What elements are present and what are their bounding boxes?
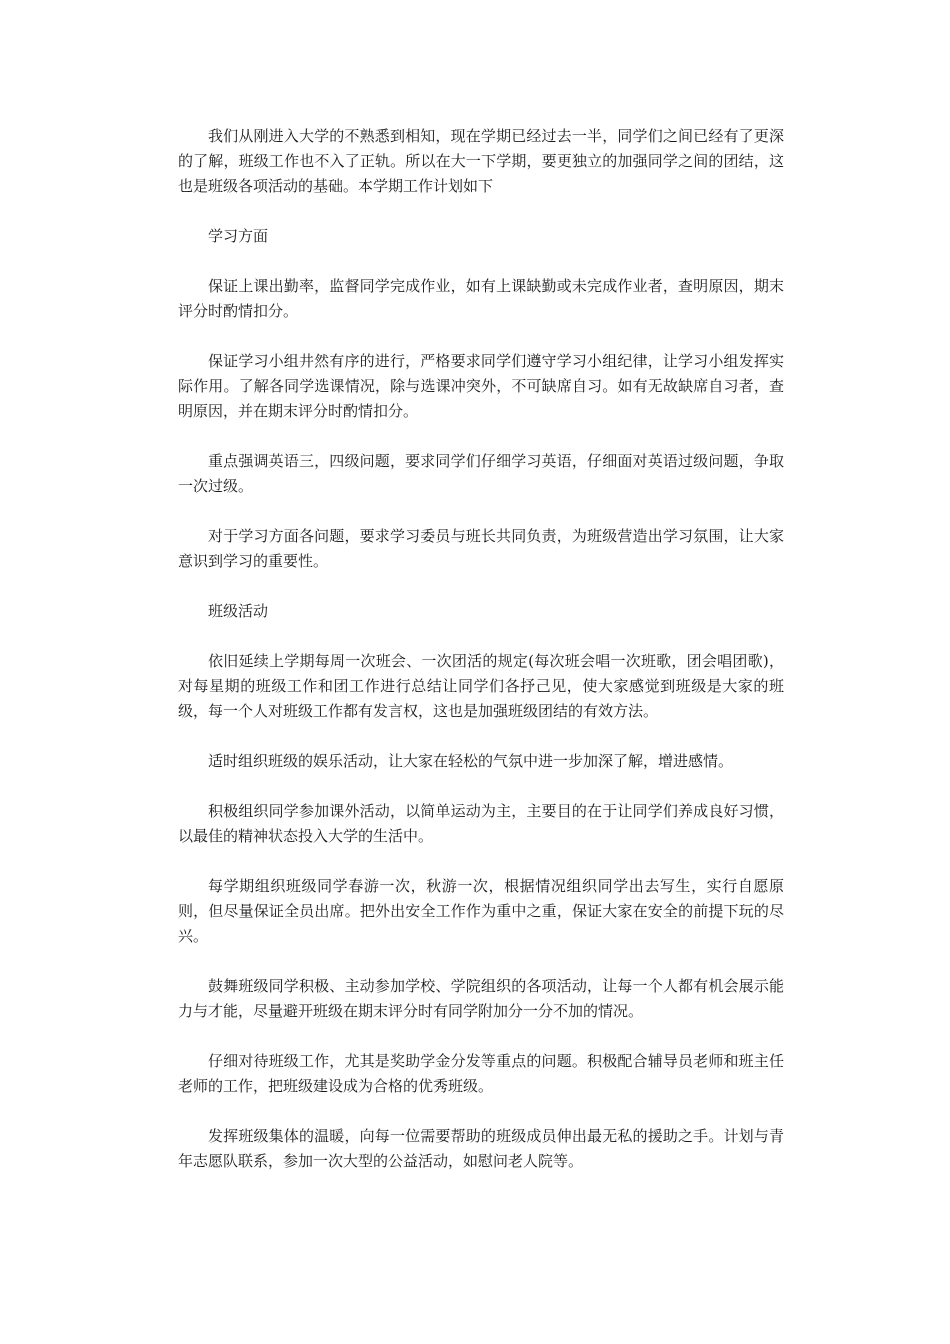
- study-paragraph: 重点强调英语三，四级问题，要求同学们仔细学习英语，仔细面对英语过级问题，争取一次过级。: [178, 452, 784, 495]
- document-page: [178, 124, 784, 1199]
- study-paragraph: 对于学习方面各问题，要求学习委员与班长共同负责，为班级营造出学习氛围，让大家意识到学习的重要性。: [178, 527, 784, 570]
- activity-paragraph: 每学期组织班级同学春游一次，秋游一次，根据情况组织同学出去写生，实行自愿原则，但尽量保证全员出席。把外出安全工作作为重中之重，保证大家在安全的前提下玩的尽兴。: [178, 877, 784, 945]
- section-heading-study: 学习方面: [208, 227, 269, 245]
- activity-paragraph: 依旧延续上学期每周一次班会、一次团活的规定(每次班会唱一次班歌，团会唱团歌)，对每星期的班级工作和团工作进行总结让同学们各抒己见，使大家感觉到班级是大家的班级，每一个人对班级工作都有发言权，这也是加强班级团结的有效方法。: [178, 652, 784, 720]
- study-paragraph: 保证学习小组井然有序的进行，严格要求同学们遵守学习小组纪律，让学习小组发挥实际作用。了解各同学选课情况，除与选课冲突外，不可缺席自习。如有无故缺席自习者，查明原因，并在期末评分时酌情扣分。: [178, 352, 784, 420]
- activity-paragraph: 仔细对待班级工作，尤其是奖助学金分发等重点的问题。积极配合辅导员老师和班主任老师的工作，把班级建设成为合格的优秀班级。: [178, 1052, 784, 1095]
- activity-paragraph: 鼓舞班级同学积极、主动参加学校、学院组织的各项活动，让每一个人都有机会展示能力与才能，尽量避开班级在期末评分时有同学附加分一分不加的情况。: [178, 977, 784, 1020]
- activity-paragraph: 积极组织同学参加课外活动，以简单运动为主，主要目的在于让同学们养成良好习惯，以最佳的精神状态投入大学的生活中。: [178, 802, 784, 845]
- study-paragraph: 保证上课出勤率，监督同学完成作业，如有上课缺勤或未完成作业者，查明原因，期末评分时酌情扣分。: [178, 277, 784, 320]
- section-heading-activity: 班级活动: [208, 602, 269, 620]
- intro-paragraph: 我们从刚进入大学的不熟悉到相知，现在学期已经过去一半，同学们之间已经有了更深的了解，班级工作也不入了正轨。所以在大一下学期，要更独立的加强同学之间的团结，这也是班级各项活动的基础。本学期工作计划如下: [178, 127, 784, 195]
- activity-paragraph: 发挥班级集体的温暖，向每一位需要帮助的班级成员伸出最无私的援助之手。计划与青年志愿队联系，参加一次大型的公益活动，如慰问老人院等。: [178, 1127, 784, 1170]
- activity-paragraph: 适时组织班级的娱乐活动，让大家在轻松的气氛中进一步加深了解，增进感情。: [208, 752, 734, 770]
